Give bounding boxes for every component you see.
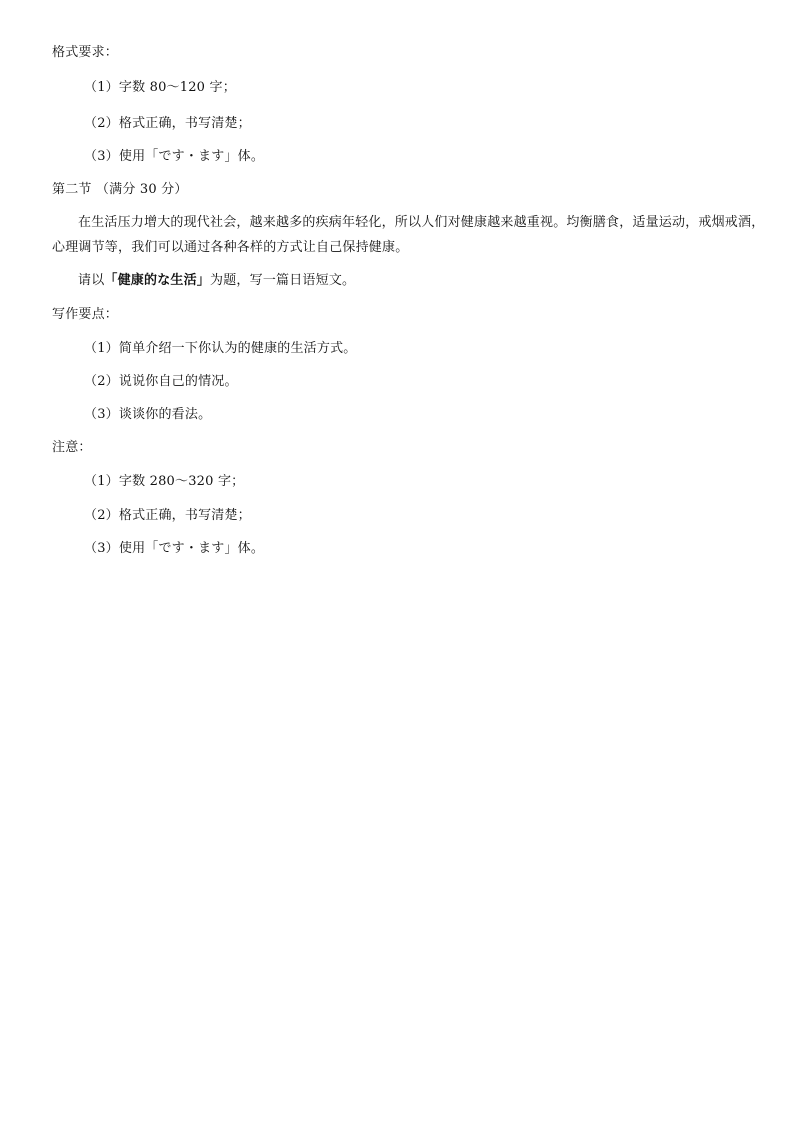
note-item-1: （1）字数 280～320 字； bbox=[84, 474, 245, 489]
note-item-3: （3）使用「です・ます」体。 bbox=[84, 541, 265, 556]
format-requirement-item-1: （1）字数 80～120 字； bbox=[84, 80, 236, 95]
writing-point-1: （1）简单介绍一下你认为的健康的生活方式。 bbox=[84, 341, 357, 356]
writing-point-3: （3）谈谈你的看法。 bbox=[84, 407, 212, 422]
section-title: 第二节 （满分 30 分） bbox=[52, 182, 188, 197]
format-requirement-item-2: （2）格式正确，书写清楚； bbox=[84, 116, 251, 131]
notes-heading: 注意： bbox=[52, 440, 92, 455]
format-requirement-item-3: （3）使用「です・ます」体。 bbox=[84, 149, 265, 164]
prompt-topic: 「健康的な生活」 bbox=[104, 273, 211, 288]
writing-point-2: （2）说说你自己的情况。 bbox=[84, 374, 238, 389]
prompt-after: 为题，写一篇日语短文。 bbox=[210, 273, 356, 288]
writing-points-heading: 写作要点： bbox=[52, 307, 119, 322]
format-requirements-heading: 格式要求： bbox=[52, 45, 119, 60]
note-item-2: （2）格式正确，书写清楚； bbox=[84, 508, 251, 523]
intro-paragraph: 在生活压力增大的现代社会，越来越多的疾病年轻化，所以人们对健康越来越重视。均衡膳食，适量运动，戒烟戒酒，心理调节等，我们可以通过各种各样的方式让自己保持健康。 bbox=[52, 215, 765, 255]
writing-prompt bbox=[78, 272, 355, 290]
prompt-before: 请以 bbox=[78, 273, 105, 288]
